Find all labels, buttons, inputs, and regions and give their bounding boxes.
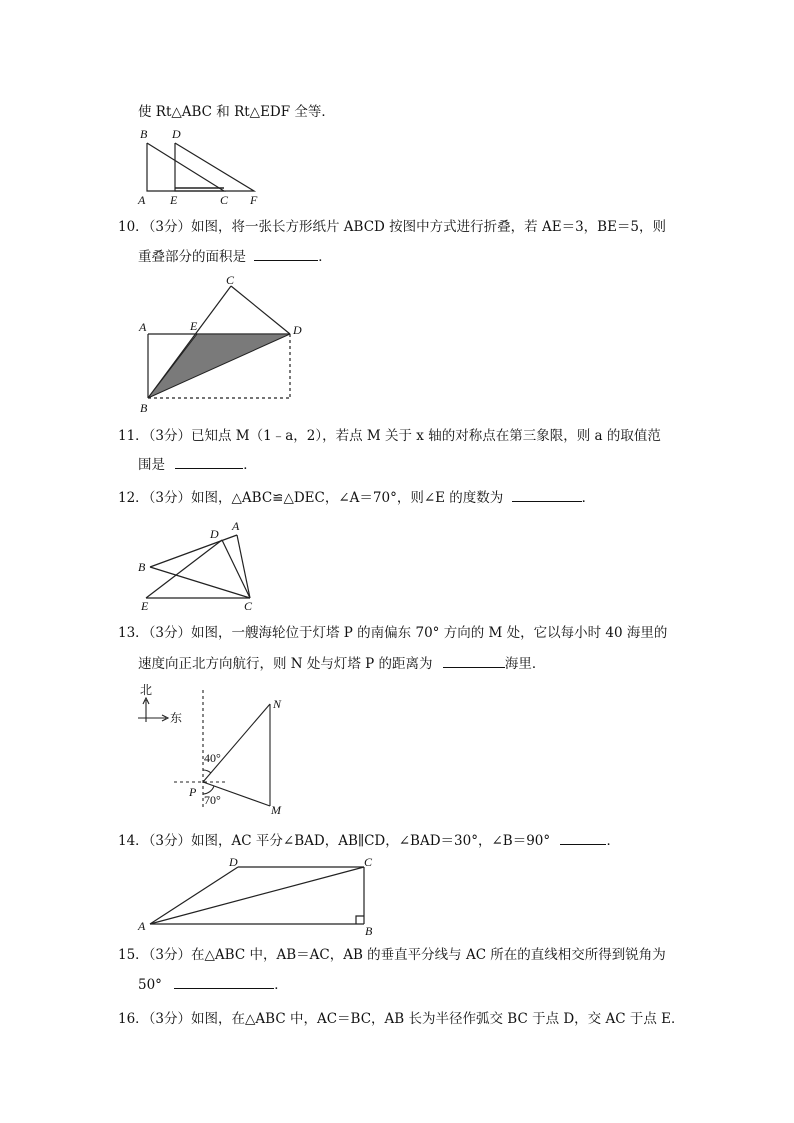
answer-blank-q13[interactable]: [443, 655, 505, 668]
figure-q14: [134, 854, 384, 938]
answer-blank-q12[interactable]: [512, 489, 582, 502]
label-A: A: [138, 193, 146, 206]
label-C: C: [220, 193, 229, 206]
figure-q9: [134, 126, 264, 206]
label-E: E: [190, 319, 198, 333]
angle-70-label: 70°: [204, 793, 221, 807]
label-D: D: [293, 323, 302, 337]
label-A: A: [232, 519, 240, 533]
label-B: B: [365, 924, 373, 938]
q10-line1: 10．（3分）如图，将一张长方形纸片 ABCD 按图中方式进行折叠，若 AE＝3，BE＝5，则: [118, 219, 667, 235]
label-A: A: [138, 919, 146, 933]
label-A: A: [139, 320, 147, 334]
label-E: E: [141, 599, 149, 613]
q10-line2: 重叠部分的面积是 ．: [138, 249, 332, 265]
figure-q12: [134, 514, 264, 614]
label-E: E: [170, 193, 178, 206]
q11-line1: 11．（3分）已知点 M（1﹣a，2），若点 M 关于 x 轴的对称点在第三象限，则 a 的取值范: [118, 428, 661, 444]
q11-line2: 围是 ．: [138, 457, 257, 473]
label-C: C: [226, 274, 235, 287]
label-B: B: [140, 401, 148, 415]
label-B: B: [140, 127, 148, 141]
label-D: D: [210, 527, 219, 541]
triangle-abc: [147, 143, 224, 191]
q12-line1: 12．（3分）如图，△ABC≌△DEC，∠A＝70°，则∠E 的度数为 ．: [118, 490, 596, 506]
north-label: 北: [140, 683, 153, 697]
answer-blank-q15[interactable]: [174, 976, 274, 989]
overlap-shaded-region: [148, 334, 290, 398]
label-P: P: [189, 785, 197, 799]
q15-line2: 50° ．: [138, 977, 288, 993]
label-C: C: [364, 855, 373, 869]
triangle-edf: [175, 143, 254, 191]
east-label: 东: [170, 711, 183, 725]
label-D: D: [229, 855, 238, 869]
label-N: N: [273, 697, 282, 711]
label-D: D: [172, 127, 181, 141]
q9-tail: 使 Rt△ABC 和 Rt△EDF 全等．: [138, 104, 335, 120]
label-C: C: [244, 599, 253, 613]
label-M: M: [271, 803, 281, 817]
answer-blank-q14[interactable]: [560, 832, 606, 845]
label-B: B: [138, 560, 146, 574]
figure-q10: [134, 274, 314, 416]
label-F: F: [250, 193, 258, 206]
answer-blank-q11[interactable]: [175, 456, 243, 469]
q15-line1: 15．（3分）在△ABC 中，AB＝AC，AB 的垂直平分线与 AC 所在的直线相交所得到锐角为: [118, 947, 666, 963]
q14-line1: 14．（3分）如图，AC 平分∠BAD，AB∥CD，∠BAD＝30°，∠B＝90° ．: [118, 833, 620, 849]
q16-line1: 16．（3分）如图，在△ABC 中，AC＝BC，AB 长为半径作弧交 BC 于点 D，交 AC 于点 E．: [118, 1011, 685, 1027]
q13-line2: 速度向正北方向航行，则 N 处与灯塔 P 的距离为 海里．: [138, 656, 546, 672]
figure-q13: [134, 682, 294, 818]
answer-blank-q10[interactable]: [254, 248, 318, 261]
angle-40-label: 40°: [204, 751, 221, 765]
q13-line1: 13．（3分）如图，一艘海轮位于灯塔 P 的南偏东 70° 方向的 M 处，它以每小时 40 海里的: [118, 625, 668, 641]
